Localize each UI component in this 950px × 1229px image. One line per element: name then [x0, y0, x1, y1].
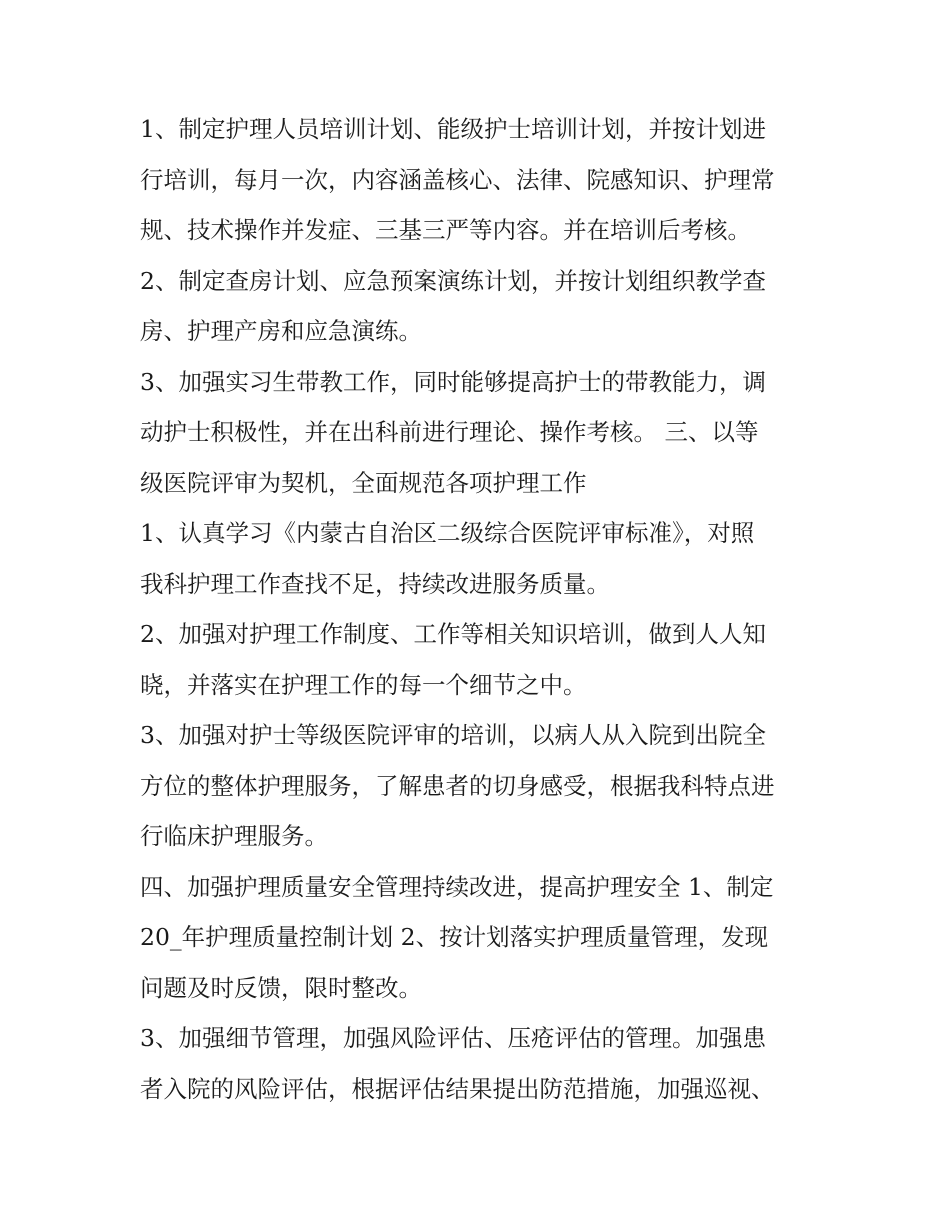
text-line: 我科护理工作查找不足，持续改进服务质量。 — [140, 569, 610, 598]
text-line: 3、加强实习生带教工作，同时能够提高护士的带教能力，调 — [140, 367, 766, 396]
text-line: 四、加强护理质量安全管理持续改进，提高护理安全 1、制定 — [140, 872, 774, 901]
text-line: 规、技术操作并发症、三基三严等内容。并在培训后考核。 — [140, 216, 751, 244]
text-line: 3、加强细节管理，加强风险评估、压疮评估的管理。加强患 — [140, 1024, 766, 1052]
text-line: 者入院的风险评估，根据评估结果提出防范措施，加强巡视、 — [140, 1074, 775, 1103]
text-line: 2、加强对护理工作制度、工作等相关知识培训，做到人人知 — [140, 620, 766, 648]
text-line: 行培训，每月一次，内容涵盖核心、法律、院感知识、护理常 — [140, 165, 775, 194]
text-line: 问题及时反馈，限时整改。 — [140, 973, 422, 1002]
text-line: 晓，并落实在护理工作的每一个细节之中。 — [140, 670, 587, 699]
text-line: 1、制定护理人员培训计划、能级护士培训计划，并按计划进 — [140, 115, 766, 143]
text-line: 动护士积极性，并在出科前进行理论、操作考核。 三、以等 — [140, 418, 759, 446]
text-line: 级医院评审为契机，全面规范各项护理工作 — [140, 468, 587, 497]
text-line: 方位的整体护理服务，了解患者的切身感受，根据我科特点进 — [140, 771, 775, 800]
text-line: 2、制定查房计划、应急预案演练计划，并按计划组织教学查 — [140, 266, 766, 295]
text-line: 房、护理产房和应急演练。 — [140, 317, 422, 345]
text-line: 1、认真学习《内蒙古自治区二级综合医院评审标准》，对照 — [140, 519, 755, 547]
text-line: 3、加强对护士等级医院评审的培训，以病人从入院到出院全 — [140, 721, 766, 749]
document-body — [140, 104, 830, 1114]
text-line: 20_年护理质量控制计划 2、按计划落实护理质量管理，发现 — [140, 923, 769, 951]
text-line: 行临床护理服务。 — [140, 822, 328, 850]
